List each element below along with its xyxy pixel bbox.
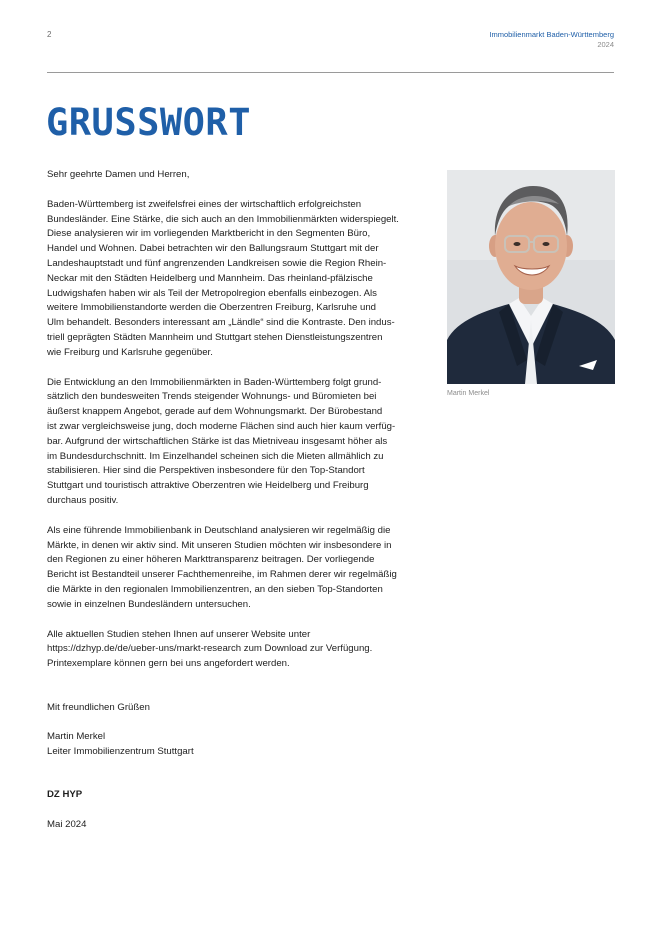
salutation: Sehr geehrte Damen und Herren, (47, 169, 190, 180)
portrait-illustration (447, 170, 615, 384)
header-divider (47, 72, 614, 73)
publication-title: Immobilienmarkt Baden-Württemberg (489, 30, 614, 39)
signatory-title: Leiter Immobilienzentrum Stuttgart (47, 745, 194, 757)
page-number: 2 (47, 30, 52, 39)
running-header (489, 30, 614, 50)
paragraph-2: Die Entwicklung an den Immobilienmärkten in Baden-Württemberg folgt grund- sätzlich den bundesweiten Trends steigender Wohnungs- und Büromieten bei äußerst knappem Angebot, gerade auf dem Wohnungsmarkt. Der Bürobestand ist zwar vergleichsweise jung, doch moderne Flächen sind auch hier kaum verfüg- bar. Aufgrund der wirtschaftlichen Stärke ist das Mietniveau insgesamt höher als im Bundesdurchschnitt. Im Einzelhandel scheinen sich die Mieten allmählich zu stabilisieren. Hier sind die Perspektiven insbesondere für den Top-Standort Stuttgart und touristisch attraktive Oberzentren wie Heidelberg und Freiburg durchaus positiv. (47, 376, 396, 506)
page-title: GRUSSWORT (46, 101, 251, 144)
paragraph-3: Als eine führende Immobilienbank in Deutschland analysieren wir regelmäßig die Märkte, in denen wir aktiv sind. Mit unseren Studien möchten wir insbesondere in den Regionen zu einer höheren Markttransparenz beitragen. Der vorliegende Bericht ist Bestandteil unserer Fachthemenreihe, im Rahmen derer wir regelmäßig die Märkte in den regionalen Immobilienzentren, an den sieben Top-Standorten sowie in einzelnen Bundesländern untersuchen. (47, 524, 397, 610)
paragraph-1: Baden-Württemberg ist zweifelsfrei eines der wirtschaftlich erfolgreichsten Bundesländer. Eine Stärke, die sich auch an den Immobilienmärkten widerspiegelt. Diese analysieren wir im vorliegenden Marktbericht in den Segmenten Büro, Handel und Wohnen. Dabei betrachten wir den Ballungsraum Stuttgart mit der Landeshauptstadt und fünf angrenzenden Landkreisen sowie die Region Rhein- Neckar mit den Städten Heidelberg und Mannheim. Das rheinland-pfälzische Ludwigshafen haben wir als Teil der Metropolregion ebenfalls einbezogen. Als weitere Immobilienstandorte werden die Oberzentren Freiburg, Karlsruhe und Ulm behandelt. Besonders interessant am „Ländle“ sind die Kontraste. Den indus- triell geprägten Städten Mannheim und Stuttgart stehen Dienstleistungszentren wie Freiburg und Karlsruhe gegenüber. (47, 198, 399, 358)
portrait-photo (447, 170, 615, 384)
closing: Mit freundlichen Grüßen (47, 701, 150, 713)
letter-date: Mai 2024 (47, 819, 87, 831)
photo-caption: Martin Merkel (447, 390, 490, 397)
letter-body (47, 168, 432, 833)
paragraph-4: Alle aktuellen Studien stehen Ihnen auf unserer Website unter https://dzhyp.de/de/ueber-uns/markt-research zum Download zur Verfügung. Printexemplare können gern bei uns angefordert werden. (47, 628, 373, 670)
organization-name: DZ HYP (47, 789, 83, 801)
signatory-name: Martin Merkel (47, 730, 106, 742)
publication-year: 2024 (597, 40, 614, 49)
